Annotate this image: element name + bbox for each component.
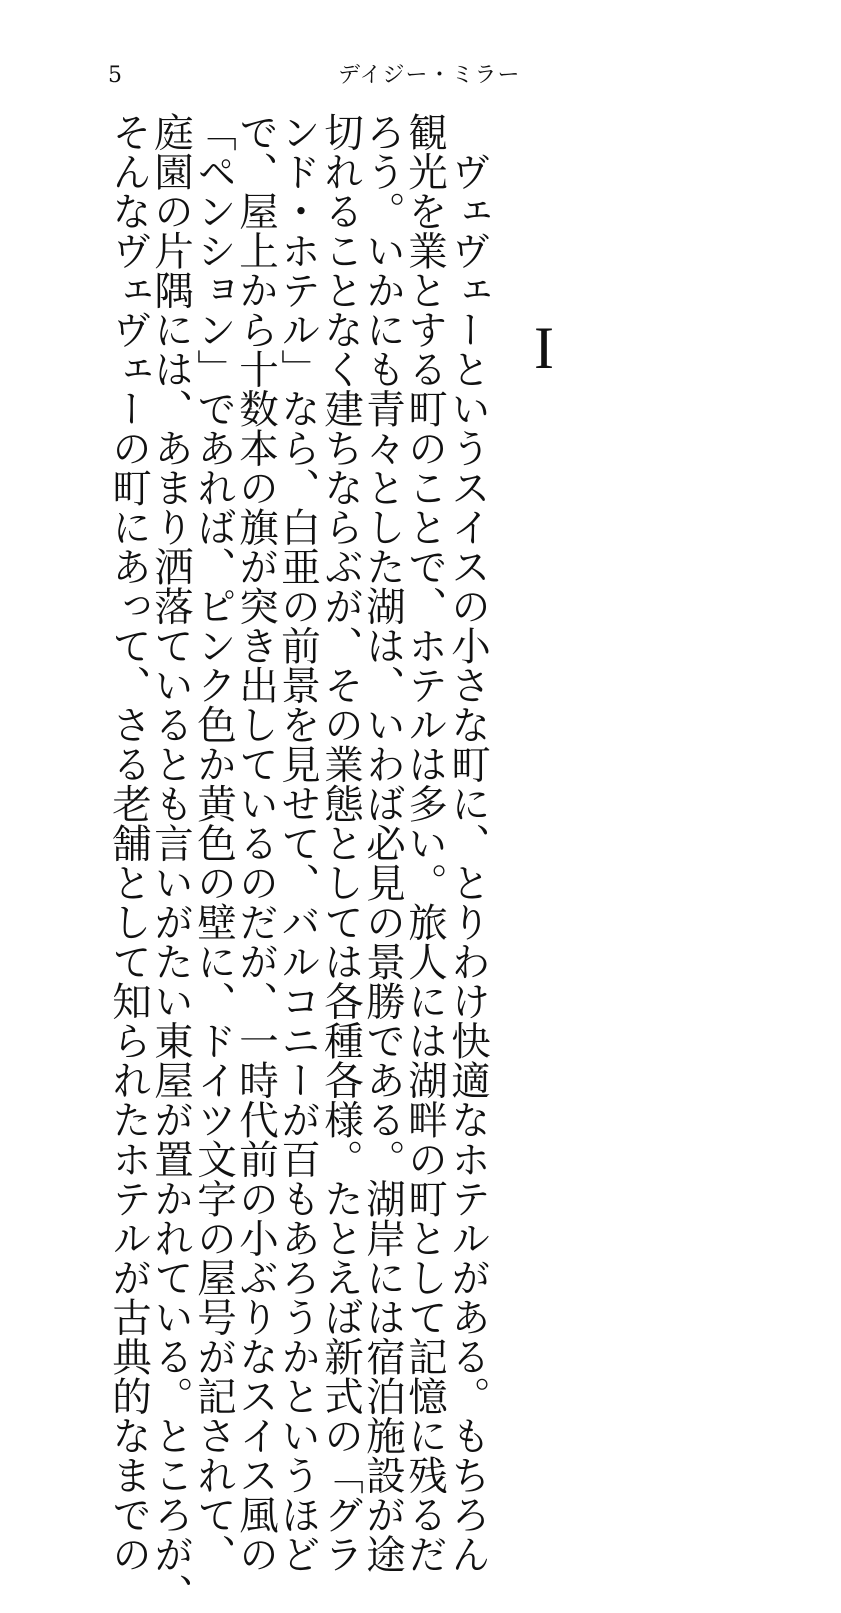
text-column-5: ンド・ホテル」なら、白亜の前景を見せて、バルコニーが百もあろうかというほど — [275, 112, 321, 1574]
text-column-8: 庭園の片隅には、あまり洒落ているとも言いがたい東屋が置かれている。ところが、 — [148, 112, 194, 1613]
text-column-2: 観光を業とする町のことで、ホテルは多い。旅人には湖畔の町として記憶に残るだ — [402, 112, 448, 1574]
text-column-3: ろう。いかにも青々とした湖は、いわば必見の景勝である。湖岸には宿泊施設が途 — [360, 112, 406, 1574]
running-head: デイジー・ミラー — [338, 63, 521, 88]
chapter-numeral: I — [534, 315, 554, 381]
page-number: 5 — [108, 63, 122, 88]
text-column-4: 切れることなく建ちならぶが、その業態としては各種各様。たとえば新式の「グラ — [318, 112, 364, 1574]
text-column-7: 「ペンション」であれば、ピンク色か黄色の壁に、ドイツ文字の屋号が記されて、 — [191, 112, 237, 1574]
text-column-9: そんなヴェヴェーの町にあって、さる老舗として知られたホテルが古典的なまでの — [106, 112, 152, 1574]
text-column-1: ヴェヴェーというスイスの小さな町に、とりわけ快適なホテルがある。もちろん — [445, 112, 491, 1574]
text-column-6: で、屋上から十数本の旗が突き出しているのだが、一時代前の小ぶりなスイス風の — [233, 112, 279, 1574]
